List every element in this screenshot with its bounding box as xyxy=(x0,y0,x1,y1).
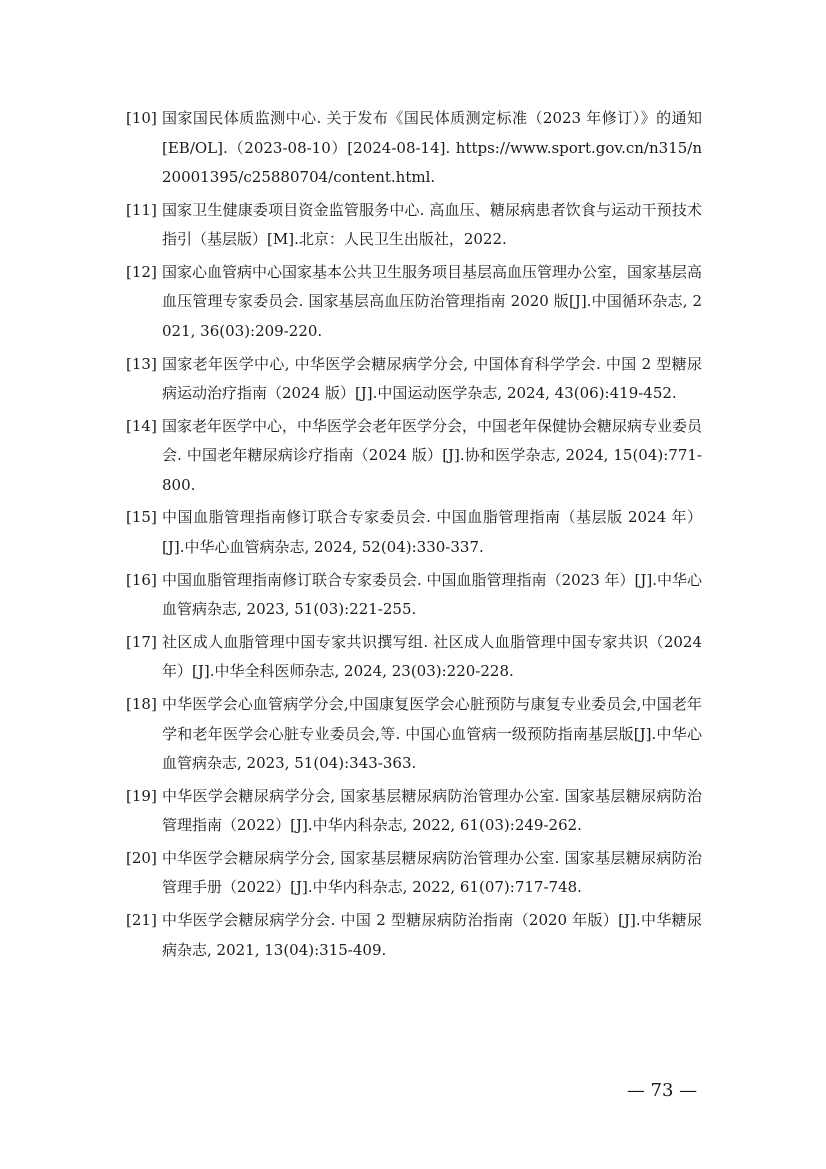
reference-item xyxy=(126,566,702,625)
reference-text: 中国血脂管理指南修订联合专家委员会. 中国血脂管理指南（2023 年）[J].中华心血管病杂志, 2023, 51(03):221-255. xyxy=(162,570,702,619)
reference-text: 社区成人血脂管理中国专家共识撰写组. 社区成人血脂管理中国专家共识（2024 年）[J].中华全科医师杂志, 2024, 23(03):220-228. xyxy=(162,632,702,681)
reference-item xyxy=(126,690,702,779)
reference-number: [15] xyxy=(126,508,157,527)
reference-number: [18] xyxy=(126,695,157,713)
reference-item xyxy=(126,104,702,193)
reference-text: 国家老年医学中心, 中华医学会糖尿病学分会, 中国体育科学学会. 中国 2 型糖尿病运动治疗指南（2024 版）[J].中国运动医学杂志, 2024, 43(06):419-452. xyxy=(162,354,702,403)
reference-text: 国家国民体质监测中心. 关于发布《国民体质测定标准（2023 年修订）》的通知[EB/OL].（2023-08-10）[2024-08-14]. https://www.sport.gov.cn/n315/n20001395/c25880704/content.html. xyxy=(162,109,702,186)
reference-text: 中国血脂管理指南修订联合专家委员会. 中国血脂管理指南（基层版 2024 年）[J].中华心血管病杂志, 2024, 52(04):330-337. xyxy=(162,508,702,556)
reference-text: 中华医学会心血管病学分会,中国康复医学会心脏预防与康复专业委员会,中国老年学和老年医学会心脏专业委员会,等. 中国心血管病一级预防指南基层版[J].中华心血管病杂志, 2023, 51(04):343-363. xyxy=(162,695,702,772)
reference-text: 国家卫生健康委项目资金监管服务中心. 高血压、糖尿病患者饮食与运动干预技术指引（基层版）[M].北京：人民卫生出版社，2022. xyxy=(162,200,702,249)
reference-text: 中华医学会糖尿病学分会. 中国 2 型糖尿病防治指南（2020 年版）[J].中华糖尿病杂志, 2021, 13(04):315-409. xyxy=(162,911,702,959)
reference-number: [16] xyxy=(126,570,157,589)
reference-item xyxy=(126,258,702,347)
reference-number: [11] xyxy=(126,200,157,219)
reference-list xyxy=(126,104,702,968)
reference-number: [12] xyxy=(126,262,157,281)
reference-item xyxy=(126,782,702,841)
reference-number: [13] xyxy=(126,354,157,373)
reference-number: [19] xyxy=(126,786,157,805)
reference-item xyxy=(126,844,702,903)
page-number: — 73 — xyxy=(626,1080,698,1101)
reference-number: [20] xyxy=(126,848,157,867)
reference-number: [21] xyxy=(126,911,157,930)
reference-item xyxy=(126,412,702,501)
reference-item xyxy=(126,503,702,562)
reference-number: [17] xyxy=(126,632,157,651)
reference-number: [14] xyxy=(126,416,157,435)
reference-text: 中华医学会糖尿病学分会, 国家基层糖尿病防治管理办公室. 国家基层糖尿病防治管理指南（2022）[J].中华内科杂志, 2022, 61(03):249-262. xyxy=(162,786,702,835)
reference-text: 国家老年医学中心，中华医学会老年医学分会，中国老年保健协会糖尿病专业委员会. 中国老年糖尿病诊疗指南（2024 版）[J].协和医学杂志, 2024, 15(04):771-800. xyxy=(162,416,703,494)
reference-item xyxy=(126,350,702,409)
reference-item xyxy=(126,196,702,255)
reference-item xyxy=(126,906,702,965)
reference-number: [10] xyxy=(126,109,157,127)
reference-text: 国家心血管病中心国家基本公共卫生服务项目基层高血压管理办公室，国家基层高血压管理专家委员会. 国家基层高血压防治管理指南 2020 版[J].中国循环杂志, 2021, 36(03):209-220. xyxy=(162,262,703,340)
reference-text: 中华医学会糖尿病学分会, 国家基层糖尿病防治管理办公室. 国家基层糖尿病防治管理手册（2022）[J].中华内科杂志, 2022, 61(07):717-748. xyxy=(162,848,702,897)
reference-item xyxy=(126,628,702,687)
